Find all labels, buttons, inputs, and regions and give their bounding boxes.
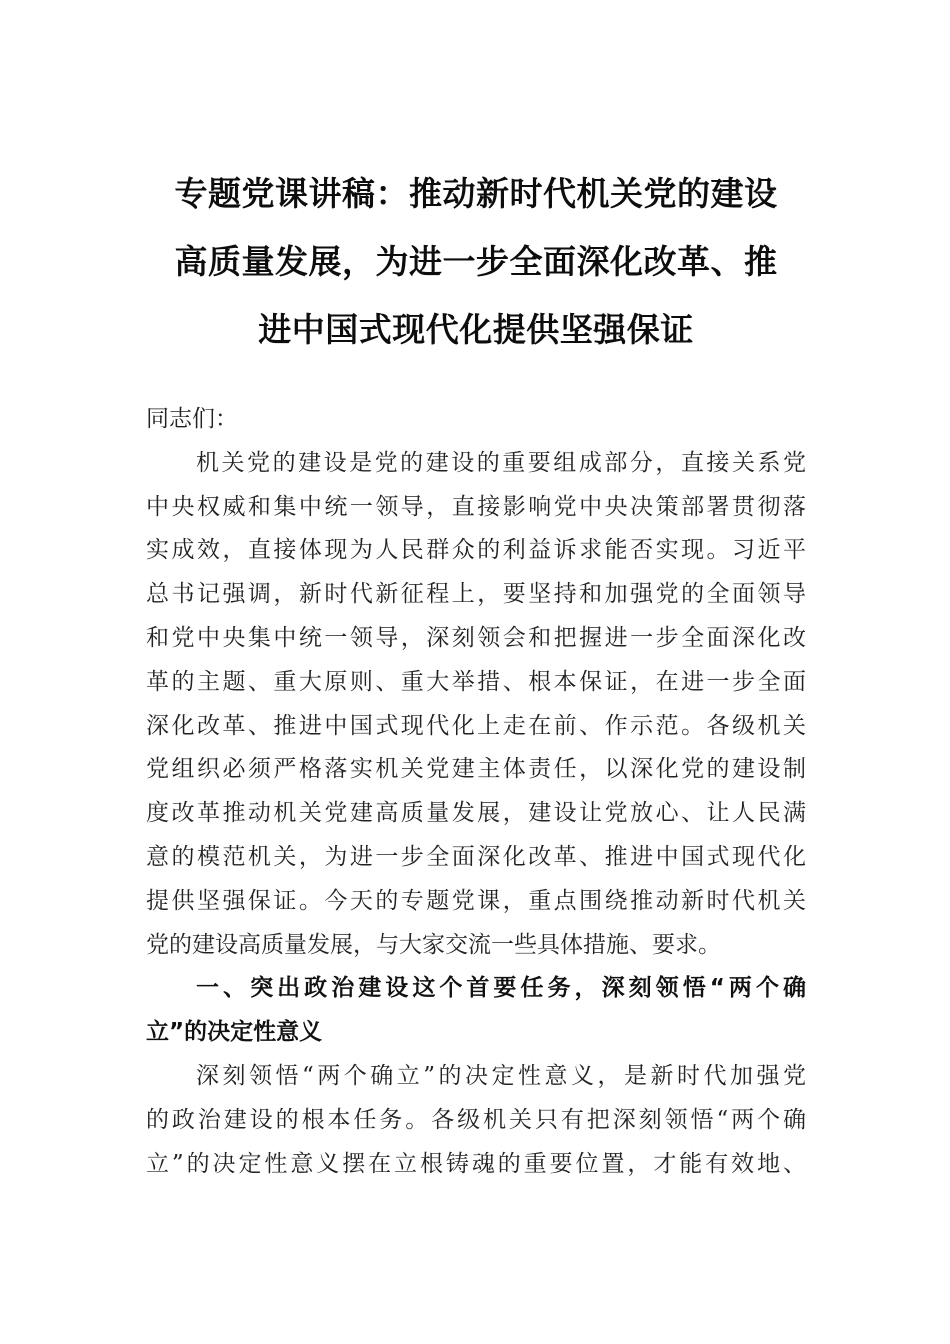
- heading-line: 一、突出政治建设这个首要任务，深刻领悟“两个确: [196, 975, 806, 1002]
- paragraph-2: [146, 1055, 806, 1186]
- document-body: [146, 398, 806, 1186]
- paragraph-line: 立”的决定性意义摆在立根铸魂的重要位置，才能有效地、: [146, 1150, 806, 1177]
- paragraph-line: 深刻领悟“两个确立”的决定性意义，是新时代加强党: [196, 1062, 806, 1089]
- paragraph-line: 提供坚强保证。今天的专题党课，重点围绕推动新时代机关: [146, 887, 806, 914]
- paragraph-line: 机关党的建设是党的建设的重要组成部分，直接关系党: [196, 449, 806, 476]
- paragraph-line: 党组织必须严格落实机关党建主体责任，以深化党的建设制: [146, 756, 806, 783]
- salutation: 同志们：: [146, 406, 238, 432]
- paragraph-line: 革的主题、重大原则、重大举措、根本保证，在进一步全面: [146, 668, 806, 695]
- paragraph-line: 和党中央集中统一领导，深刻领会和把握进一步全面深化改: [146, 624, 806, 651]
- title-line-1: 专题党课讲稿：推动新时代机关党的建设: [174, 174, 778, 213]
- title-line-3: 进中国式现代化提供坚强保证: [258, 310, 694, 349]
- paragraph-line: 度改革推动机关党建高质量发展，建设让党放心、让人民满: [146, 800, 806, 827]
- paragraph-line: 总书记强调，新时代新征程上，要坚持和加强党的全面领导: [146, 581, 806, 608]
- paragraph-1: [146, 442, 806, 968]
- title-line-2: 高质量发展，为进一步全面深化改革、推: [174, 242, 778, 281]
- paragraph-line: 意的模范机关，为进一步全面深化改革、推进中国式现代化: [146, 843, 806, 870]
- paragraph-line: 深化改革、推进中国式现代化上走在前、作示范。各级机关: [146, 712, 806, 739]
- paragraph-line: 中央权威和集中统一领导，直接影响党中央决策部署贯彻落: [146, 493, 806, 520]
- paragraph-line: 的政治建设的根本任务。各级机关只有把深刻领悟“两个确: [146, 1106, 806, 1133]
- document-title: [146, 160, 806, 364]
- paragraph-line: 党的建设高质量发展，与大家交流一些具体措施、要求。: [146, 931, 721, 958]
- heading-line: 立”的决定性意义: [146, 1019, 323, 1046]
- section-heading-1: [146, 967, 806, 1055]
- paragraph-line: 实成效，直接体现为人民群众的利益诉求能否实现。习近平: [146, 537, 806, 564]
